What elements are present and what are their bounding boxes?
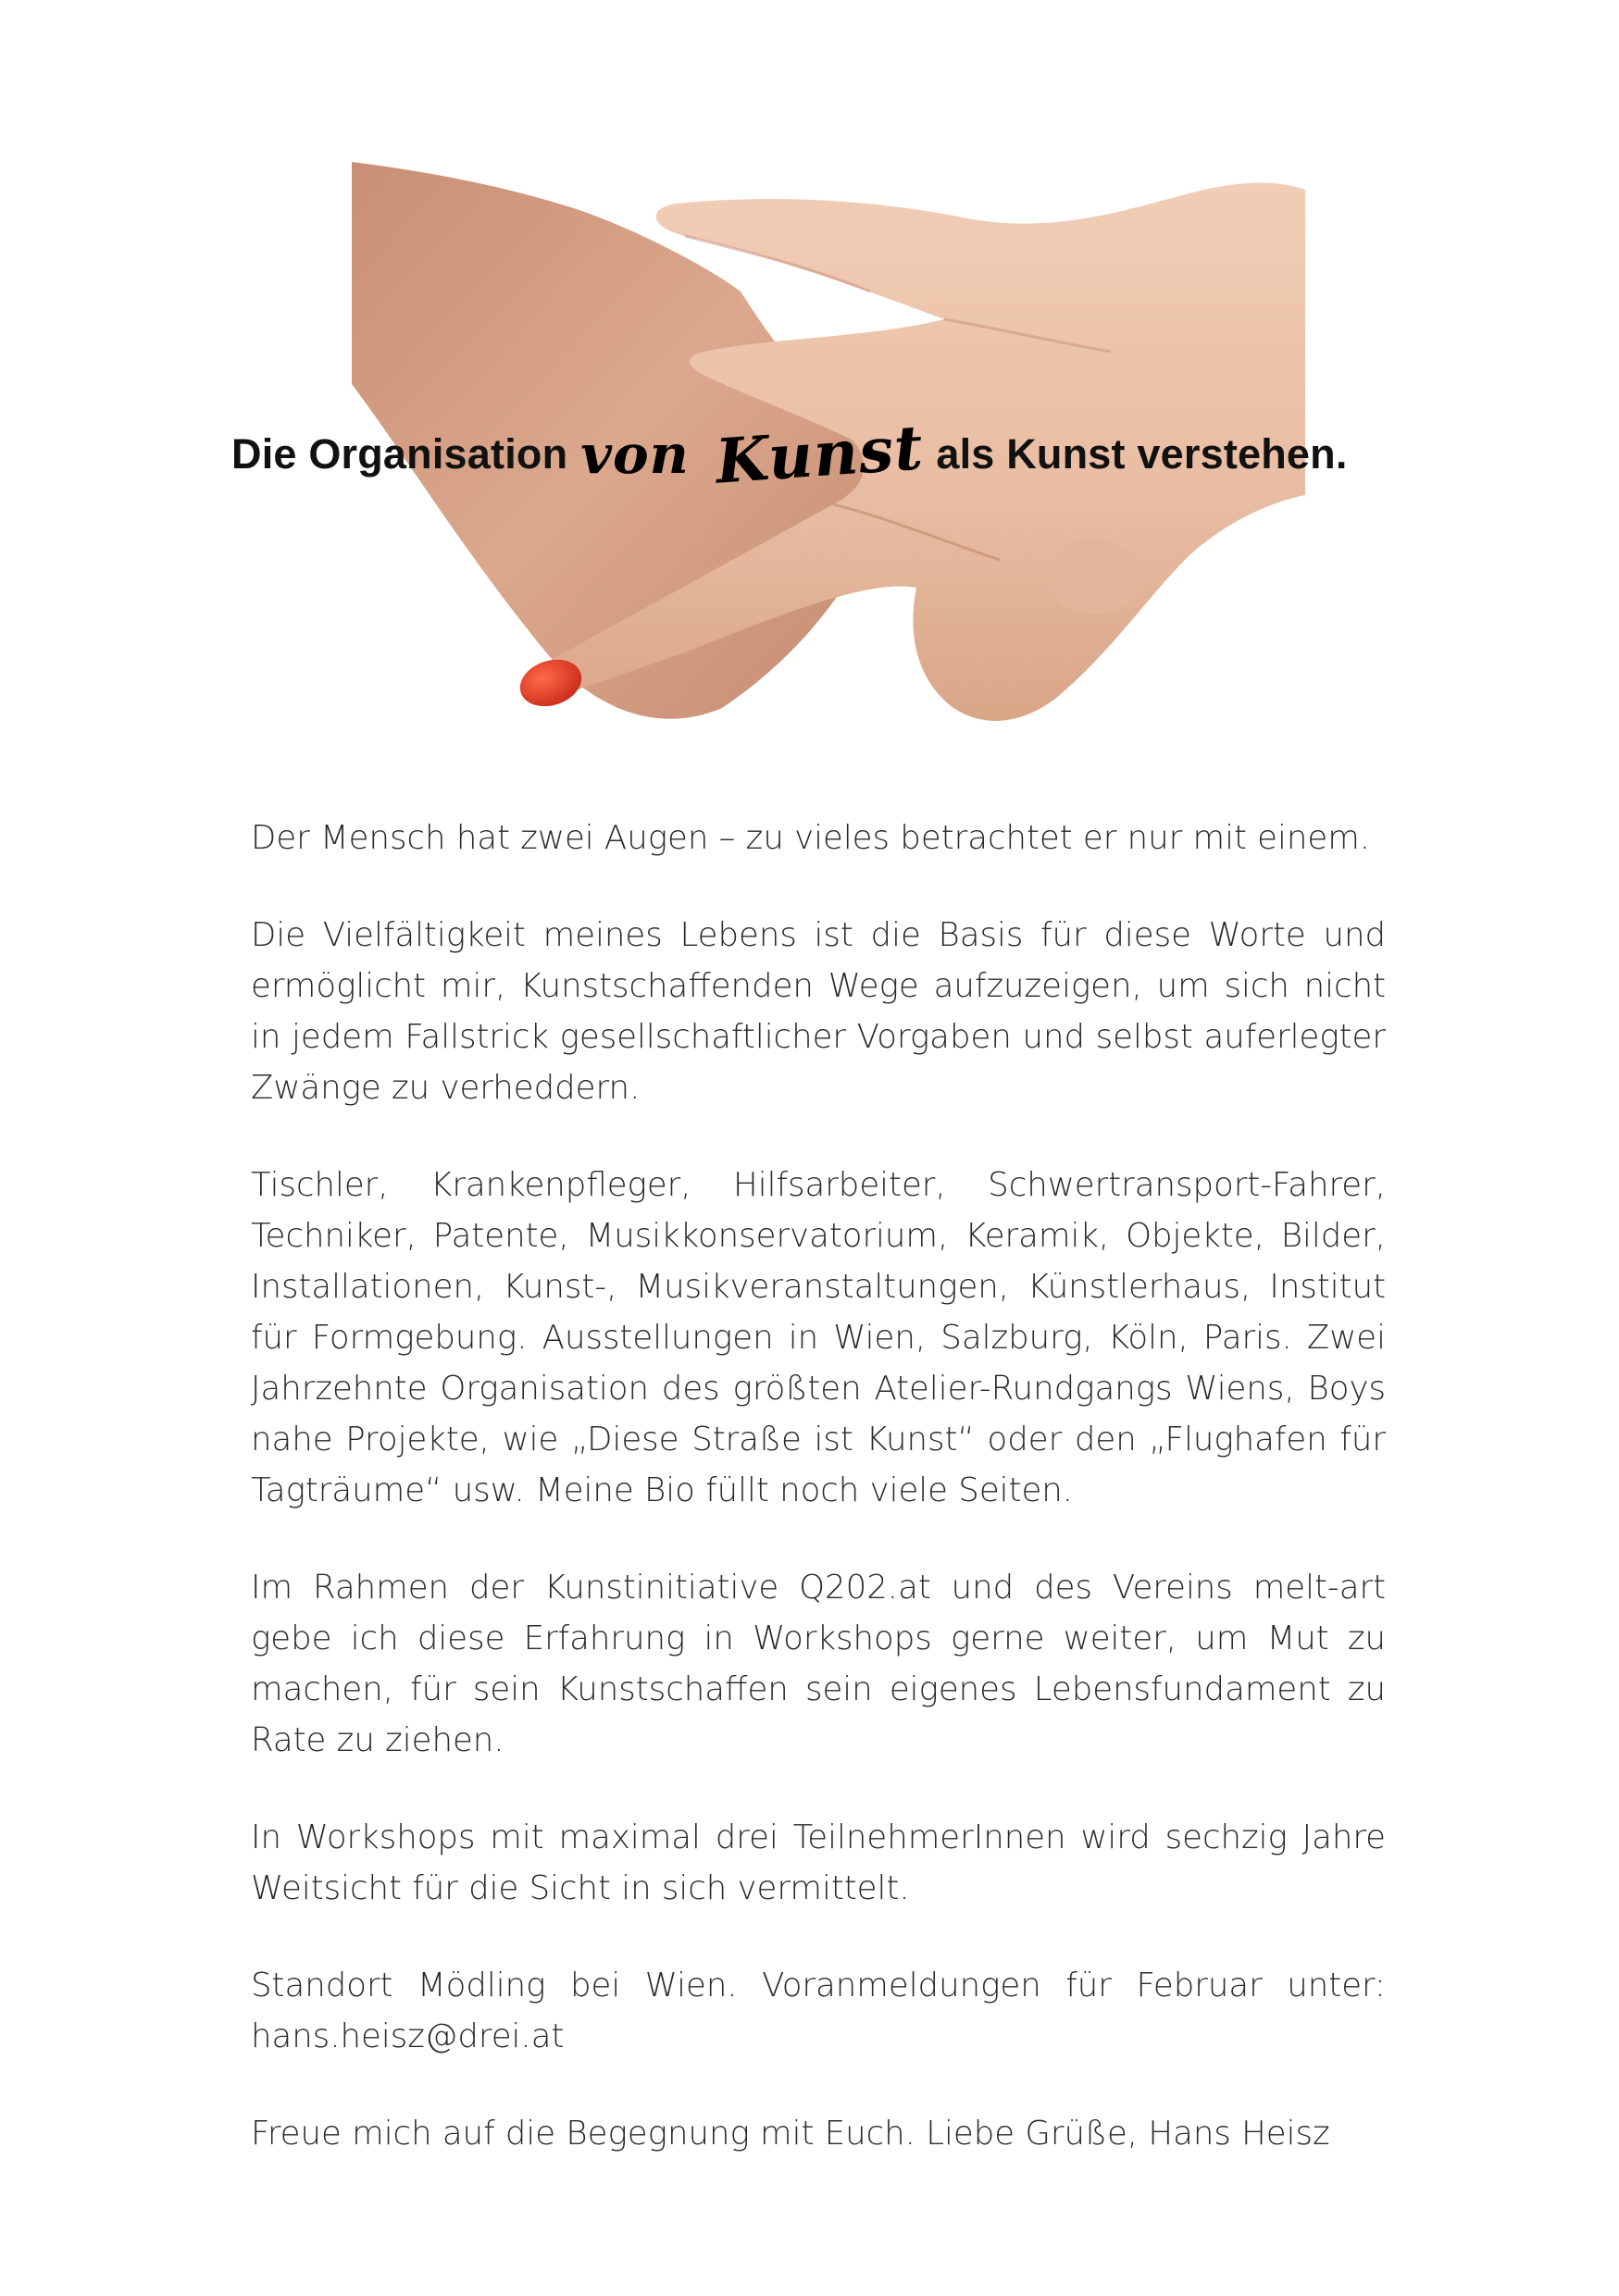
paragraph-biography: Tischler, Krankenpfleger, Hilfsarbeiter, Schwertransport-Fahrer, Techniker, Patente, Musikkonservatorium, Keramik, Objekte, Bilder, Installationen, Kunst-, Musikveranstaltungen, Künstlerhaus, Institut für Formgebung. Ausstellungen in Wien, Salzburg, Köln, Paris. Zwei Jahrzehnte Organisation des größten Atelier-Rundgangs Wiens, Boys nahe Projekte, wie „Diese Straße ist Kunst“ oder den „Flughafen für Tagträume“ usw. Meine Bio füllt noch viele Seiten.: [251, 1166, 1386, 1509]
paragraph-closing: Freue mich auf die Begegnung mit Euch. Liebe Grüße, Hans Heisz: [251, 2115, 1330, 2153]
headline-brush-kunst: Kunst: [713, 411, 926, 498]
headline-brush-von: von: [580, 423, 690, 486]
paragraph-participants: In Workshops mit maximal drei TeilnehmerInnen wird sechzig Jahre Weitsicht für die Sicht in sich vermittelt.: [251, 1818, 1386, 1907]
headline-part1: Die Organisation: [231, 430, 568, 478]
paragraph-workshops: Im Rahmen der Kunstinitiative Q202.at und des Vereins melt-art gebe ich diese Erfahrung in Workshops gerne weiter, um Mut zu machen, für sein Kunstschaffen sein eigenes Lebensfundament zu Rate zu ziehen.: [251, 1569, 1386, 1759]
headline-part2: als Kunst verstehen.: [936, 430, 1348, 478]
body-text: [251, 813, 1386, 2159]
headline: [231, 403, 1398, 505]
paragraph-intro: Der Mensch hat zwei Augen – zu vieles betrachtet er nur mit einem.: [251, 819, 1371, 857]
paragraph-location-contact: Standort Mödling bei Wien. Voranmeldungen für Februar unter: hans.heisz@drei.at: [251, 1967, 1386, 2055]
paragraph-vielfalt: Die Vielfältigkeit meines Lebens ist die Basis für diese Worte und ermöglicht mir, Kunstschaffenden Wege aufzuzeigen, um sich nicht in jedem Fallstrick gesellschaftlicher Vorgaben und selbst auferlegter Zwänge zu verheddern.: [251, 916, 1386, 1107]
